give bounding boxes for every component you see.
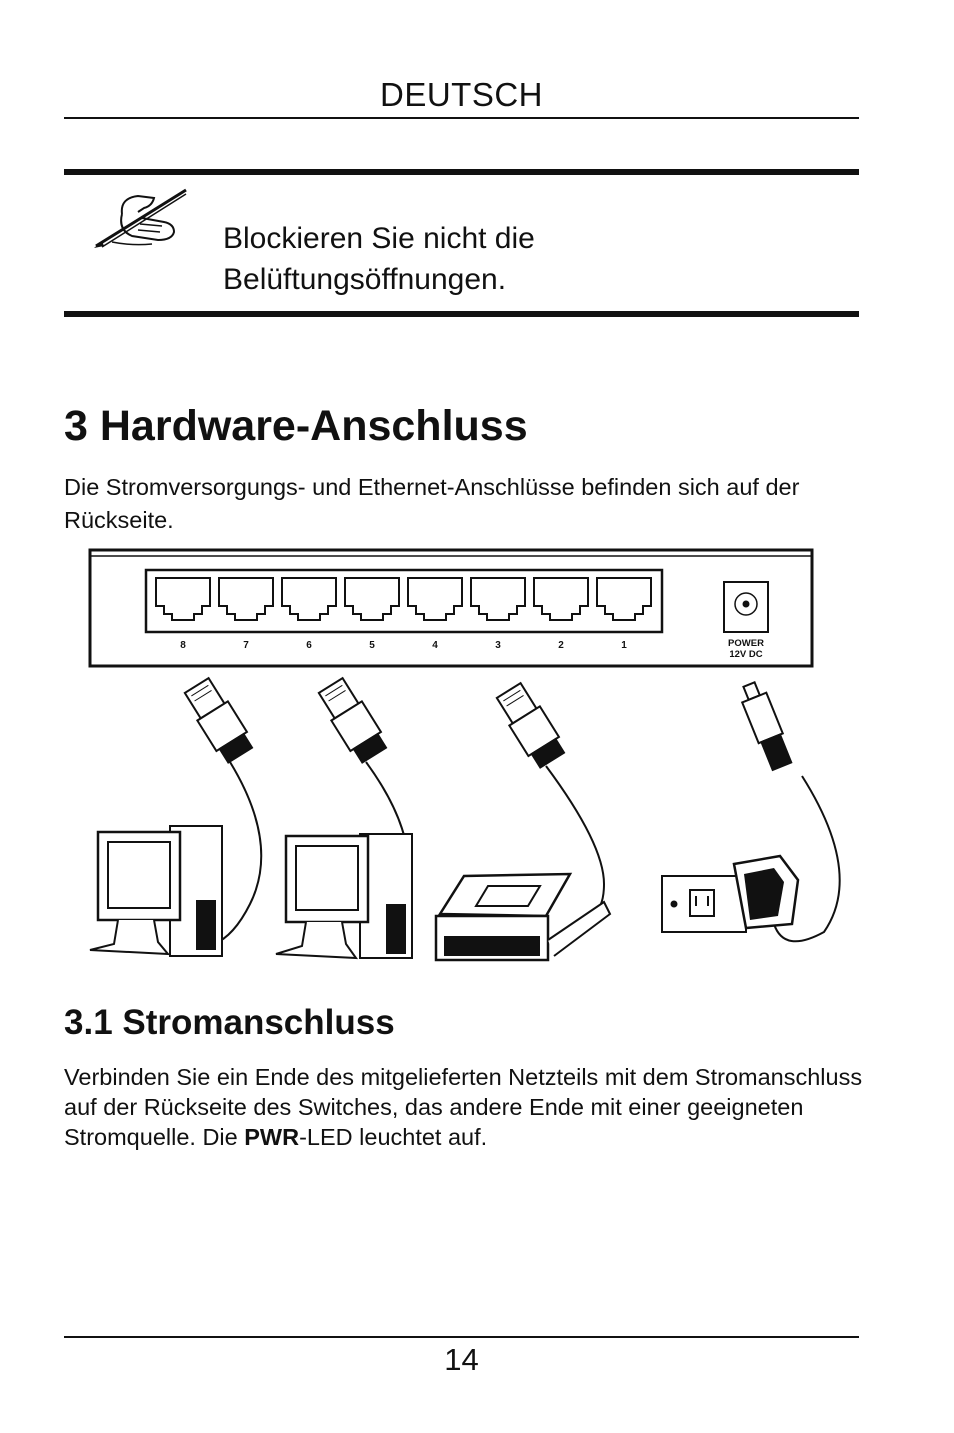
port-label-2: 2 — [558, 640, 564, 651]
pwr-led-name: PWR — [244, 1124, 300, 1150]
port-label-8: 8 — [180, 640, 186, 651]
section-heading-hardware: 3 Hardware-Anschluss — [64, 402, 528, 450]
footer-rule — [64, 1336, 859, 1338]
note-bottom-rule — [64, 311, 859, 317]
page-number: 14 — [444, 1342, 479, 1377]
rj45-plug-1 — [181, 676, 255, 765]
port-label-6: 6 — [306, 640, 312, 651]
wall-outlet-adapter — [662, 856, 798, 932]
port-label-7: 7 — [243, 640, 249, 651]
port-label-3: 3 — [495, 640, 501, 651]
power-label-2: 12V DC — [729, 649, 763, 660]
hardware-connection-illustration — [84, 544, 844, 974]
subsection-paragraph — [64, 1062, 864, 1152]
printer — [436, 874, 610, 960]
note-text — [223, 218, 535, 300]
port-label-1: 1 — [621, 640, 627, 651]
running-header-language: DEUTSCH — [379, 76, 543, 113]
computer-2 — [276, 834, 412, 958]
port-label-5: 5 — [369, 640, 375, 651]
section-intro-paragraph: Die Stromversorgungs- und Ethernet-Anschlüsse befinden sich auf der Rückseite. — [64, 474, 800, 533]
switch-back-panel — [90, 550, 812, 666]
pen-hand-note-icon — [92, 184, 192, 254]
power-plug — [737, 680, 794, 771]
port-label-4: 4 — [432, 640, 438, 651]
paragraph-text-1: Verbinden Sie ein Ende des mitgelieferten Netzteils mit dem Stromanschluss auf der Rückseite des Switches, das andere Ende mit einer geeigneten Stromquelle. Die — [64, 1064, 863, 1150]
subsection-heading-power: 3.1 Stromanschluss — [64, 1003, 395, 1042]
paragraph-text-2: -LED leuchtet auf. — [299, 1124, 488, 1150]
note-line-1: Blockieren Sie nicht die — [223, 222, 535, 255]
rj45-plug-3 — [493, 681, 567, 770]
rj45-plug-2 — [315, 676, 389, 765]
power-label-1: POWER — [728, 638, 764, 649]
header-rule — [64, 117, 859, 119]
computer-1 — [90, 826, 222, 956]
note-line-2: Belüftungsöffnungen. — [223, 263, 507, 296]
note-top-rule — [64, 169, 859, 175]
